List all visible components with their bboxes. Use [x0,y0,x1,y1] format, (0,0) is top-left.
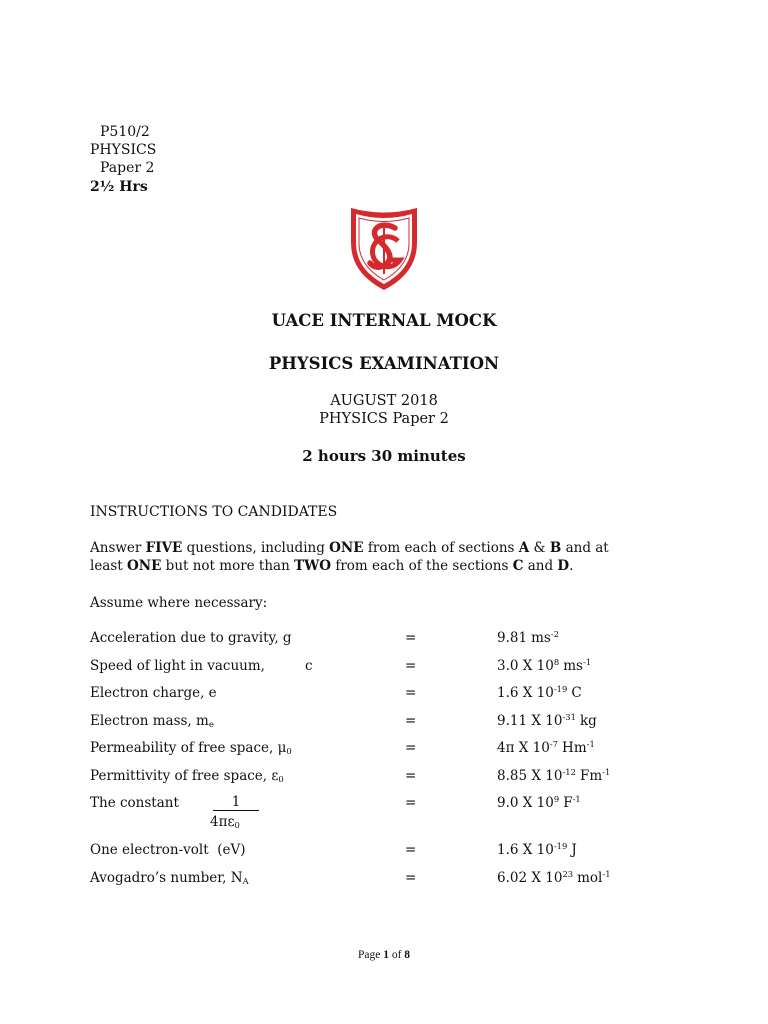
answer-text: and at [561,540,609,556]
value-unit: Fm [579,768,603,784]
answer-emphasis: D [557,558,570,574]
value-unit: C [571,685,582,701]
label-subscript: A [242,875,249,886]
constant-label: Speed of light in vacuum, [90,658,265,674]
page-of-label: of [391,949,402,961]
value-unit: J [571,842,577,858]
exam-paper: PHYSICS Paper 2 [319,411,449,427]
value-unit: kg [579,713,597,729]
answer-emphasis: C [512,558,524,574]
page-footer [0,947,768,963]
constant-label [90,712,214,730]
answer-instruction-line [90,557,573,575]
constant-row [0,869,768,887]
answer-emphasis: FIVE [145,540,183,556]
value-unit: mol [577,870,603,886]
value-number: 8.85 X 10 [497,768,563,784]
value-exponent: -12 [562,766,576,777]
constant-value [497,712,597,730]
equals-sign: = [405,630,417,646]
answer-text: questions, including [182,540,330,556]
value-unit: ms [531,630,551,646]
header-paper: Paper 2 [100,160,155,176]
unit-exponent: -2 [550,628,559,639]
constant-value [497,629,559,647]
constant-label: Electron charge, e [90,685,217,701]
constant-row [0,657,768,675]
constant-row [0,794,768,812]
denominator-text: 4πε [210,814,235,830]
value-number: 4π X 10 [497,740,550,756]
value-exponent: 8 [553,656,560,667]
page-total: 8 [404,949,411,961]
constant-row [0,712,768,730]
answer-emphasis: A [518,540,530,556]
constant-value [497,794,581,812]
constant-symbol: c [305,658,313,674]
unit-exponent: -1 [602,868,611,879]
answer-text: from each of the sections [331,558,513,574]
value-number: 1.6 X 10 [497,842,554,858]
value-number: 1.6 X 10 [497,685,554,701]
value-unit: F [563,795,573,811]
equals-sign: = [405,870,417,886]
label-text: Electron mass, m [90,713,209,729]
unit-exponent: -1 [602,766,611,777]
answer-emphasis: ONE [127,558,162,574]
header-subject: PHYSICS [90,142,157,158]
constant-label [90,869,249,887]
fraction-denominator [210,813,240,831]
value-unit: Hm [562,740,587,756]
label-text: Permittivity of free space, ε [90,768,279,784]
constant-row [0,684,768,702]
label-subscript: 0 [286,745,292,756]
constant-label [90,739,292,757]
answer-instruction-line [90,539,609,557]
constant-row [0,841,768,859]
value-unit: ms [563,658,583,674]
unit-exponent: -1 [572,793,581,804]
constant-row [0,739,768,757]
label-text: Avogadro’s number, N [90,870,243,886]
value-exponent: -7 [549,738,558,749]
answer-emphasis: B [549,540,562,556]
equals-sign: = [405,713,417,729]
constant-value [497,657,591,675]
instructions-heading: INSTRUCTIONS TO CANDIDATES [90,504,338,520]
equals-sign: = [405,795,417,811]
value-number: 9.81 [497,630,528,646]
label-text: Permeability of free space, μ [90,740,287,756]
answer-text: but not more than [161,558,295,574]
equals-sign: = [405,842,417,858]
paper-code: P510/2 [100,124,150,140]
assume-text: Assume where necessary: [90,595,268,611]
label-subscript: e [208,718,214,729]
answer-text: Answer [90,540,146,556]
header-duration: 2½ Hrs [90,179,148,195]
unit-exponent: -1 [582,656,592,667]
constant-label: Acceleration due to gravity, g [90,630,292,646]
answer-text: and [523,558,558,574]
value-number: 9.0 X 10 [497,795,554,811]
answer-text: least [90,558,127,574]
constant-label: The constant [90,795,179,811]
exam-duration: 2 hours 30 minutes [302,447,466,465]
value-number: 3.0 X 10 [497,658,554,674]
constant-value [497,739,595,757]
constant-label: One electron-volt (eV) [90,842,246,858]
exam-date: AUGUST 2018 [330,393,438,409]
exam-subtitle: PHYSICS EXAMINATION [268,354,500,373]
equals-sign: = [405,658,417,674]
answer-emphasis: TWO [294,558,332,574]
value-exponent: -31 [562,711,576,722]
constant-row [0,767,768,785]
school-crest-icon [349,203,419,291]
page-number: 1 [383,949,389,961]
value-number: 9.11 X 10 [497,713,563,729]
answer-text: from each of sections [363,540,519,556]
value-exponent: 23 [562,868,574,879]
page-label: Page [357,949,381,961]
unit-exponent: -1 [586,738,595,749]
answer-emphasis: ONE [329,540,364,556]
constant-value [497,841,577,859]
value-number: 6.02 X 10 [497,870,563,886]
exam-title: UACE INTERNAL MOCK [271,311,497,330]
constant-value [497,767,610,785]
equals-sign: = [405,740,417,756]
equals-sign: = [405,768,417,784]
value-exponent: -19 [553,840,568,851]
constant-value [497,684,582,702]
label-subscript: 0 [278,773,284,784]
fraction-numerator: 1 [213,794,259,811]
value-exponent: -19 [553,683,568,694]
answer-text: & [529,540,550,556]
equals-sign: = [405,685,417,701]
constant-value [497,869,611,887]
constant-row [0,629,768,647]
constant-label [90,767,284,785]
denominator-subscript: 0 [234,819,240,830]
answer-text: . [569,558,574,574]
value-exponent: 9 [553,793,560,804]
